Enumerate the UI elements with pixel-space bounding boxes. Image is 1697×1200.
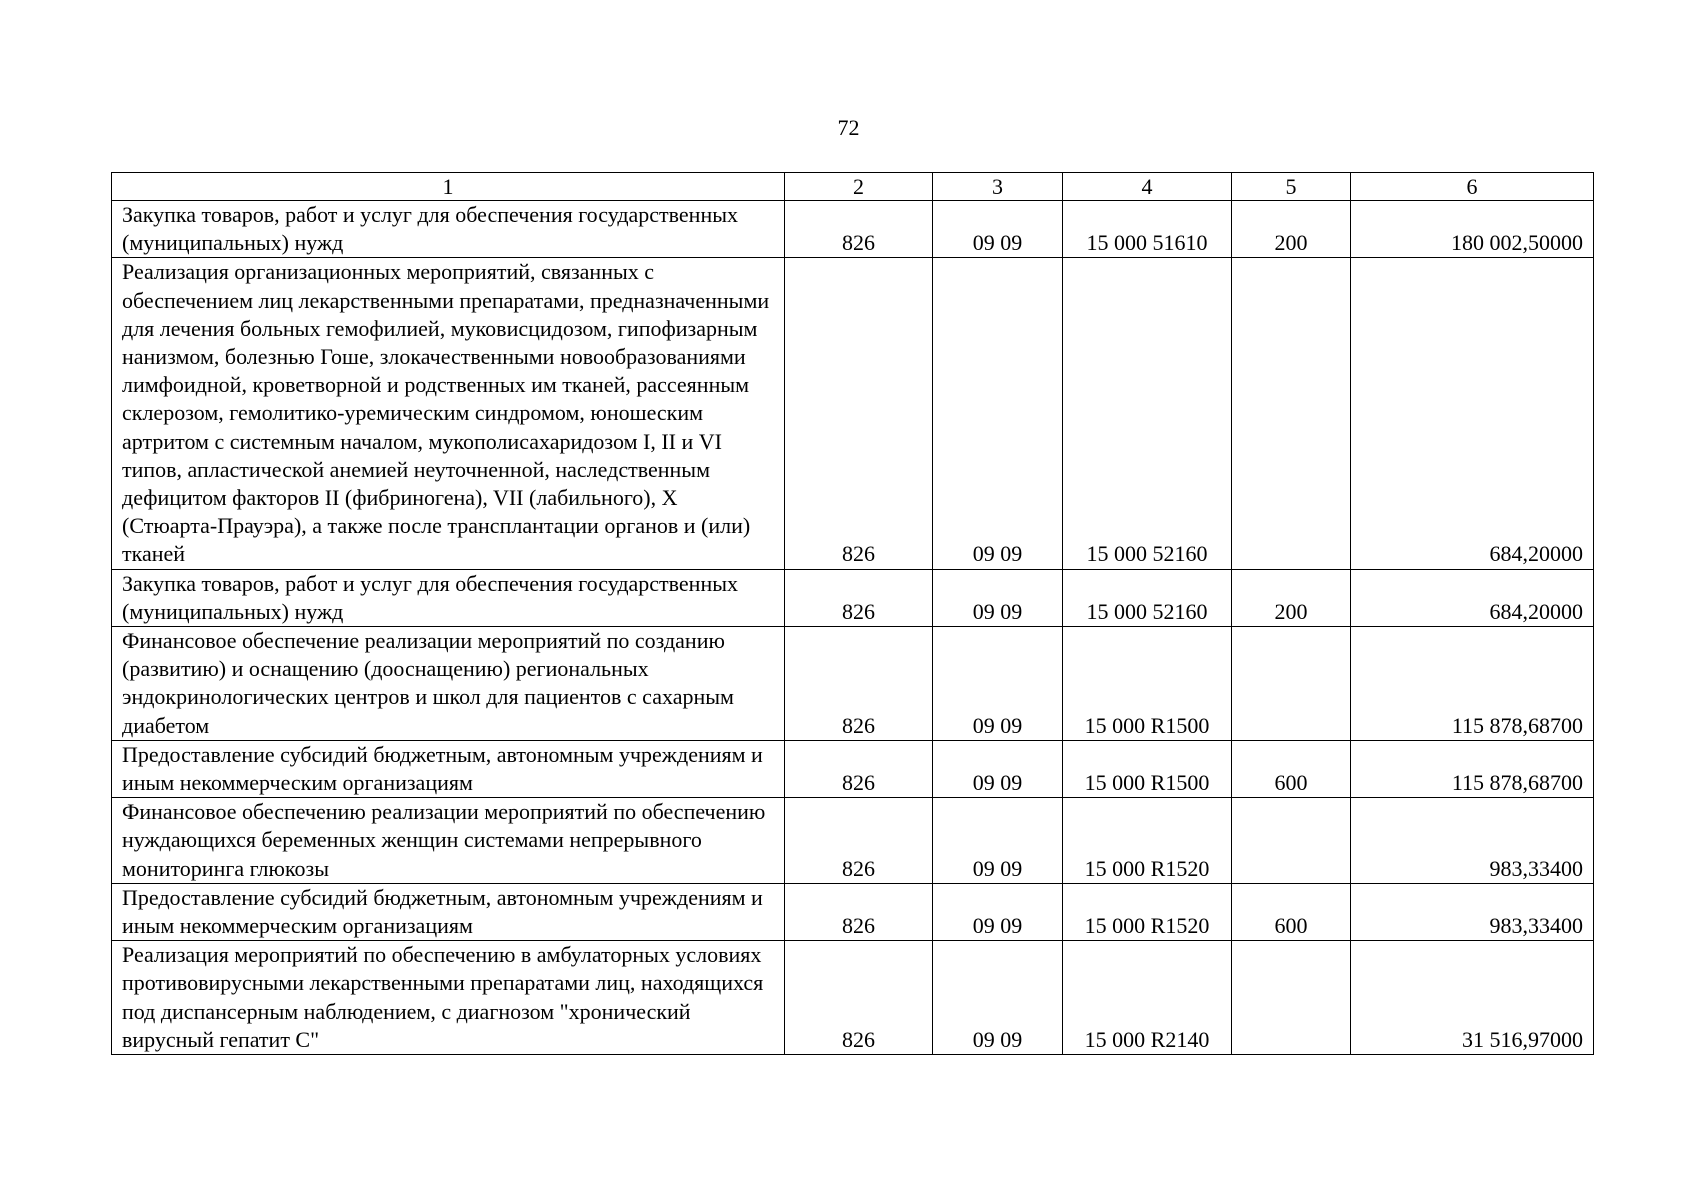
row-target-code: 15 000 R1520 [1063, 798, 1232, 884]
row-ved-code: 826 [785, 258, 933, 569]
row-ved-code: 826 [785, 941, 933, 1055]
row-section-code: 09 09 [933, 569, 1063, 626]
table-row [112, 569, 1594, 626]
table-row [112, 740, 1594, 797]
row-target-code: 15 000 52160 [1063, 569, 1232, 626]
row-amount: 31 516,97000 [1351, 941, 1594, 1055]
row-name: Закупка товаров, работ и услуг для обеспечения государственных (муниципальных) нужд [112, 201, 785, 258]
row-name: Предоставление субсидий бюджетным, автономным учреждениям и иным некоммерческим организациям [112, 883, 785, 940]
row-ved-code: 826 [785, 627, 933, 741]
row-amount: 684,20000 [1351, 258, 1594, 569]
page-number: 72 [837, 115, 860, 140]
row-target-code: 15 000 51610 [1063, 201, 1232, 258]
table-row [112, 941, 1594, 1055]
row-expense-type: 200 [1232, 201, 1351, 258]
row-amount: 180 002,50000 [1351, 201, 1594, 258]
table-row [112, 258, 1594, 569]
row-section-code: 09 09 [933, 941, 1063, 1055]
row-name: Предоставление субсидий бюджетным, автономным учреждениям и иным некоммерческим организациям [112, 740, 785, 797]
row-section-code: 09 09 [933, 201, 1063, 258]
row-name: Закупка товаров, работ и услуг для обеспечения государственных (муниципальных) нужд [112, 569, 785, 626]
row-section-code: 09 09 [933, 627, 1063, 741]
row-expense-type: 600 [1232, 883, 1351, 940]
table-row [112, 883, 1594, 940]
row-amount: 115 878,68700 [1351, 740, 1594, 797]
row-target-code: 15 000 R1520 [1063, 883, 1232, 940]
row-amount: 983,33400 [1351, 883, 1594, 940]
row-expense-type [1232, 258, 1351, 569]
row-expense-type [1232, 627, 1351, 741]
row-amount: 983,33400 [1351, 798, 1594, 884]
header-col-2: 2 [785, 173, 933, 201]
budget-table [111, 172, 1594, 1055]
header-col-5: 5 [1232, 173, 1351, 201]
row-name: Финансовое обеспечение реализации мероприятий по созданию (развитию) и оснащению (дооснащению) региональных эндокринологических центров и школ для пациентов с сахарным диабетом [112, 627, 785, 741]
header-col-4: 4 [1063, 173, 1232, 201]
row-section-code: 09 09 [933, 798, 1063, 884]
table-header-row [112, 173, 1594, 201]
table-row [112, 627, 1594, 741]
row-ved-code: 826 [785, 201, 933, 258]
header-col-1: 1 [112, 173, 785, 201]
table-row [112, 798, 1594, 884]
row-section-code: 09 09 [933, 883, 1063, 940]
row-expense-type: 200 [1232, 569, 1351, 626]
row-amount: 684,20000 [1351, 569, 1594, 626]
row-target-code: 15 000 R2140 [1063, 941, 1232, 1055]
row-amount: 115 878,68700 [1351, 627, 1594, 741]
header-col-6: 6 [1351, 173, 1594, 201]
row-ved-code: 826 [785, 883, 933, 940]
row-name: Финансовое обеспечению реализации мероприятий по обеспечению нуждающихся беременных женщин системами непрерывного мониторинга глюкозы [112, 798, 785, 884]
header-col-3: 3 [933, 173, 1063, 201]
row-target-code: 15 000 R1500 [1063, 740, 1232, 797]
row-ved-code: 826 [785, 740, 933, 797]
row-section-code: 09 09 [933, 740, 1063, 797]
row-name: Реализация организационных мероприятий, связанных с обеспечением лиц лекарственными препаратами, предназначенными для лечения больных гемофилией, муковисцидозом, гипофизарным нанизмом, болезнью Гоше, злокачественными новообразованиями лимфоидной, кроветворной и родственных им тканей, рассеянным склерозом, гемолитико-уремическим синдромом, юношеским артритом с системным началом, мукополисахаридозом I, II и VI типов, апластической анемией неуточненной, наследственным дефицитом факторов II (фибриногена), VII (лабильного), X (Стюарта-Прауэра), а также после трансплантации органов и (или) тканей [112, 258, 785, 569]
row-name: Реализация мероприятий по обеспечению в амбулаторных условиях противовирусными лекарственными препаратами лиц, находящихся под диспансерным наблюдением, с диагнозом "хронический вирусный гепатит С" [112, 941, 785, 1055]
row-ved-code: 826 [785, 798, 933, 884]
row-section-code: 09 09 [933, 258, 1063, 569]
row-expense-type: 600 [1232, 740, 1351, 797]
row-target-code: 15 000 R1500 [1063, 627, 1232, 741]
row-target-code: 15 000 52160 [1063, 258, 1232, 569]
row-ved-code: 826 [785, 569, 933, 626]
row-expense-type [1232, 941, 1351, 1055]
row-expense-type [1232, 798, 1351, 884]
table-row [112, 201, 1594, 258]
